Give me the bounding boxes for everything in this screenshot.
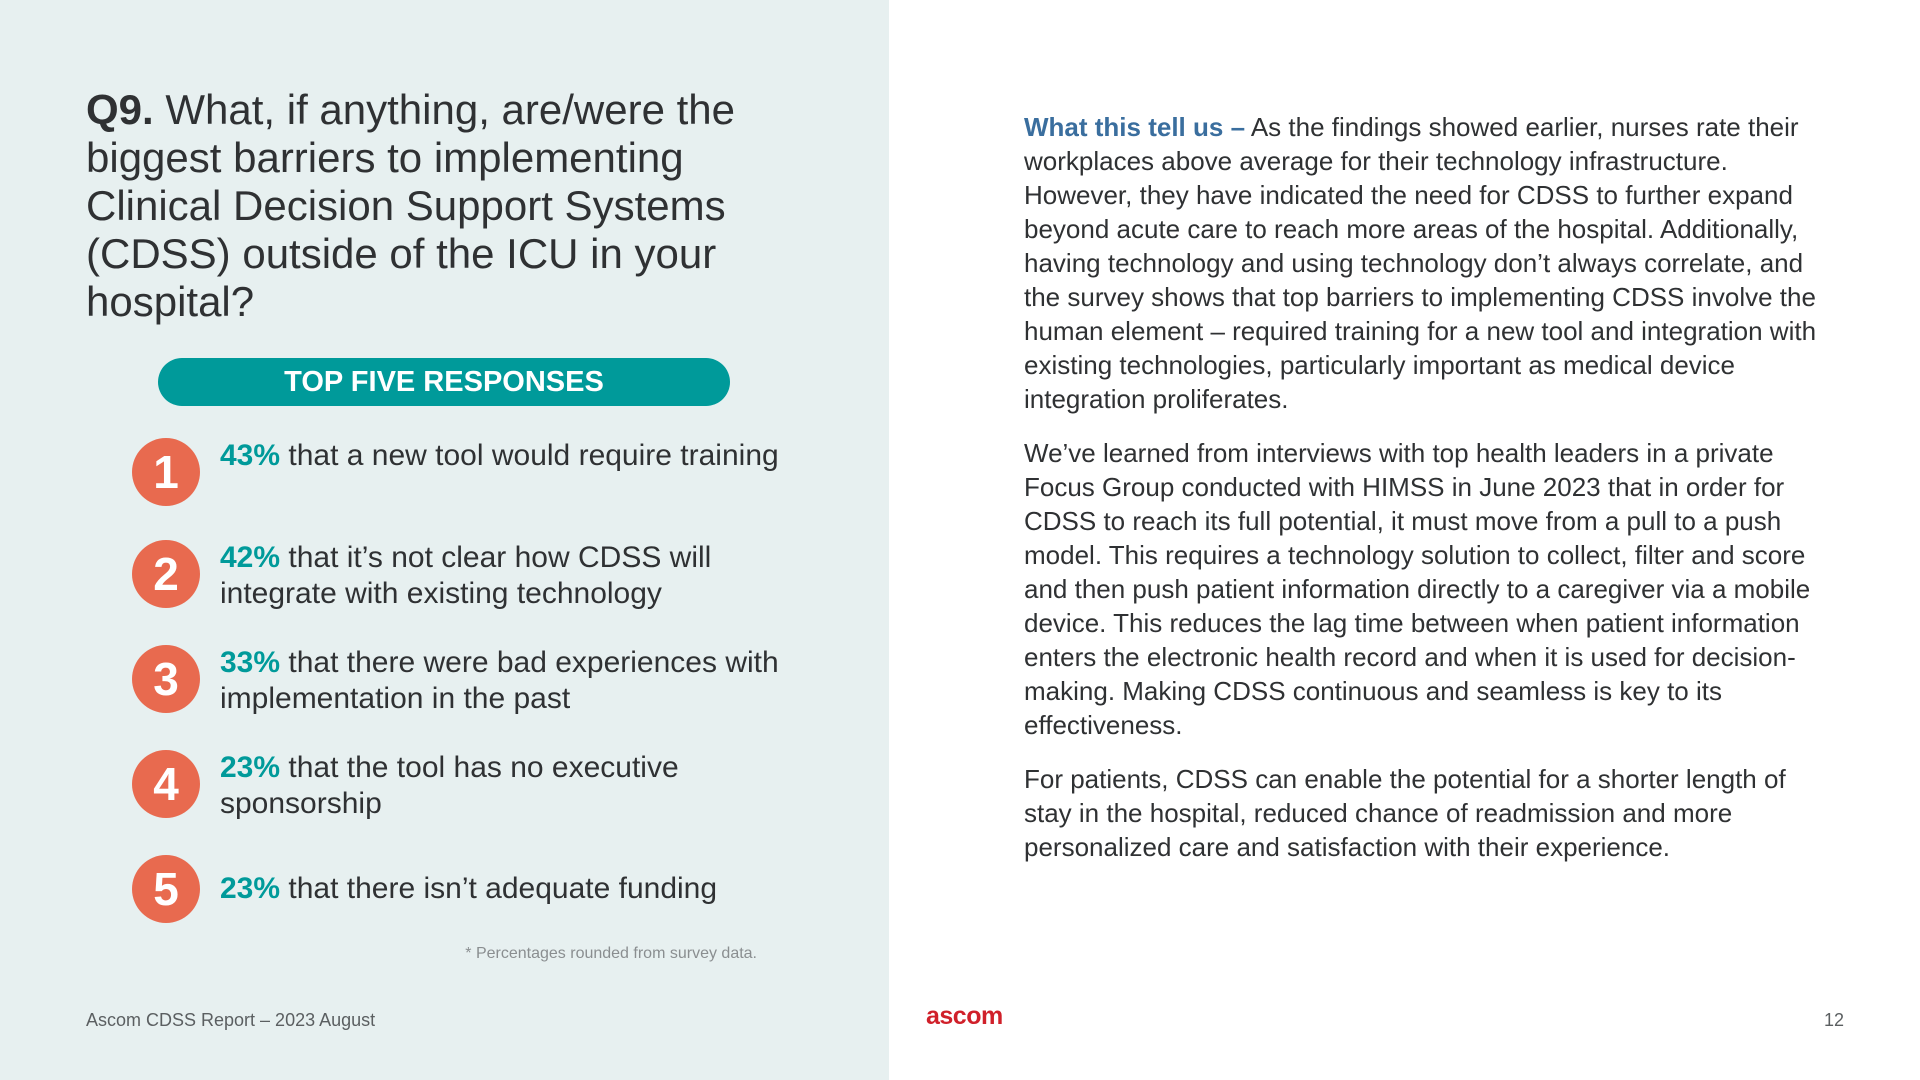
question-text: What, if anything, are/were the biggest barriers to implementing Clinical Decision Support Systems (CDSS) outside of the ICU in your hospital? [86, 86, 735, 325]
ascom-logo: ascom [926, 1002, 1003, 1030]
analysis-paragraph-1: As the findings showed earlier, nurses rate their workplaces above average for their technology infrastructure. However, they have indicated the need for CDSS to further expand beyond acute care to reach more areas of the hospital. Additionally, having technology and using technology don’t always correlate, and the survey shows that top barriers to implementing CDSS involve the human element – required training for a new tool and integration with existing technologies, particularly important as medical device integration proliferates. [1024, 112, 1817, 414]
rank-badge: 2 [132, 540, 200, 608]
analysis-lead: What this tell us – [1024, 112, 1246, 142]
rank-badge: 1 [132, 438, 200, 506]
response-percent: 23% [220, 751, 281, 784]
response-description: that it’s not clear how CDSS will integrate with existing technology [220, 541, 712, 610]
response-description: that the tool has no executive sponsorship [220, 751, 679, 820]
response-text [220, 871, 780, 907]
response-percent: 23% [220, 872, 281, 905]
top-responses-banner: TOP FIVE RESPONSES [158, 358, 730, 406]
response-description: that there were bad experiences with implementation in the past [220, 646, 779, 715]
report-title: Ascom CDSS Report – 2023 August [86, 1010, 376, 1030]
footnote: * Percentages rounded from survey data. [465, 945, 757, 962]
response-description: that there isn’t adequate funding [288, 872, 718, 905]
response-percent: 43% [220, 439, 281, 472]
response-text [220, 750, 780, 822]
page-number: 12 [1823, 1010, 1844, 1030]
analysis-paragraph-3: For patients, CDSS can enable the potential for a shorter length of stay in the hospital, reduced chance of readmission and more personalized care and satisfaction with their experience. [1024, 764, 1786, 862]
response-text [220, 645, 780, 717]
analysis-text [1024, 110, 1824, 884]
rank-badge: 5 [132, 855, 200, 923]
question-heading [86, 86, 806, 326]
response-text [220, 438, 780, 474]
analysis-paragraph-2: We’ve learned from interviews with top health leaders in a private Focus Group conducted with HIMSS in June 2023 that in order for CDSS to reach its full potential, it must move from a pull to a push model. This requires a technology solution to collect, filter and score and then push patient information directly to a caregiver via a mobile device. This reduces the lag time between when patient information enters the electronic health record and when it is used for decision-making. Making CDSS continuous and seamless is key to its effectiveness. [1024, 438, 1811, 740]
response-text [220, 540, 780, 612]
response-percent: 42% [220, 541, 281, 574]
rank-badge: 4 [132, 750, 200, 818]
rank-badge: 3 [132, 645, 200, 713]
left-panel [0, 0, 889, 1080]
response-description: that a new tool would require training [288, 439, 779, 472]
analysis-paragraph [1024, 110, 1824, 416]
response-percent: 33% [220, 646, 281, 679]
question-number: Q9. [86, 86, 154, 133]
